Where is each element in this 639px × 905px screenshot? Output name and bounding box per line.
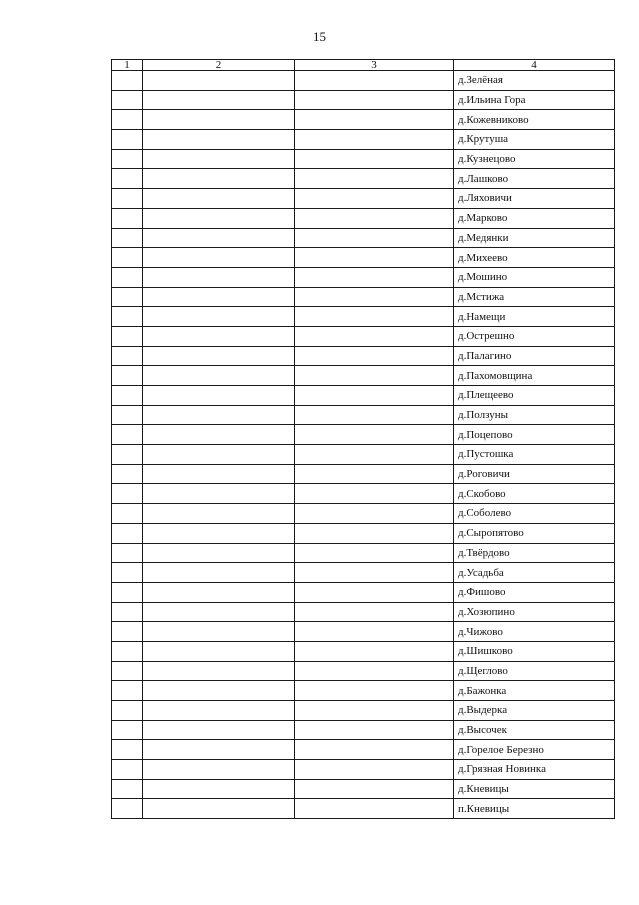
page-number: 15 bbox=[313, 29, 326, 44]
table-cell-col1 bbox=[112, 484, 143, 504]
table-cell-col3 bbox=[295, 464, 454, 484]
table-cell-col4: д.Мстижа bbox=[454, 287, 615, 307]
table-row bbox=[112, 760, 615, 780]
table-row bbox=[112, 740, 615, 760]
table-cell-col4: д.Медянки bbox=[454, 228, 615, 248]
table-cell-col2 bbox=[143, 504, 295, 524]
table-cell-col4: д.Плещеево bbox=[454, 386, 615, 406]
table-cell-col1 bbox=[112, 189, 143, 209]
column-header-2: 2 bbox=[143, 60, 295, 71]
table-cell-col2 bbox=[143, 681, 295, 701]
header-row bbox=[112, 60, 615, 71]
settlements-table bbox=[111, 59, 615, 819]
table-cell-col2 bbox=[143, 149, 295, 169]
table-row bbox=[112, 208, 615, 228]
table-cell-col4: д.Ползуны bbox=[454, 405, 615, 425]
table-cell-col2 bbox=[143, 425, 295, 445]
table-row bbox=[112, 445, 615, 465]
table-cell-col1 bbox=[112, 779, 143, 799]
column-header-1: 1 bbox=[112, 60, 143, 71]
table-cell-col2 bbox=[143, 543, 295, 563]
table-cell-col3 bbox=[295, 641, 454, 661]
table-cell-col2 bbox=[143, 484, 295, 504]
table-cell-col3 bbox=[295, 405, 454, 425]
table-row bbox=[112, 425, 615, 445]
table-cell-col2 bbox=[143, 622, 295, 642]
table-cell-col1 bbox=[112, 582, 143, 602]
table-cell-col3 bbox=[295, 779, 454, 799]
table-cell-col4: д.Высочек bbox=[454, 720, 615, 740]
table-cell-col3 bbox=[295, 720, 454, 740]
table-row bbox=[112, 405, 615, 425]
table-row bbox=[112, 169, 615, 189]
table-row bbox=[112, 248, 615, 268]
table-cell-col2 bbox=[143, 130, 295, 150]
table-cell-col3 bbox=[295, 445, 454, 465]
table-row bbox=[112, 464, 615, 484]
table-row bbox=[112, 386, 615, 406]
table-row bbox=[112, 307, 615, 327]
table-cell-col3 bbox=[295, 543, 454, 563]
table-cell-col3 bbox=[295, 248, 454, 268]
table-cell-col4: д.Марково bbox=[454, 208, 615, 228]
table-cell-col2 bbox=[143, 582, 295, 602]
table-row bbox=[112, 90, 615, 110]
table-cell-col3 bbox=[295, 208, 454, 228]
table-cell-col2 bbox=[143, 661, 295, 681]
table-cell-col2 bbox=[143, 641, 295, 661]
table-cell-col2 bbox=[143, 779, 295, 799]
table-cell-col2 bbox=[143, 346, 295, 366]
table-cell-col1 bbox=[112, 523, 143, 543]
table-cell-col2 bbox=[143, 326, 295, 346]
table-cell-col2 bbox=[143, 523, 295, 543]
table-cell-col3 bbox=[295, 799, 454, 819]
table-cell-col3 bbox=[295, 701, 454, 721]
table-row bbox=[112, 267, 615, 287]
table-cell-col3 bbox=[295, 267, 454, 287]
table-cell-col3 bbox=[295, 681, 454, 701]
table-row bbox=[112, 602, 615, 622]
table-row bbox=[112, 543, 615, 563]
table-row bbox=[112, 71, 615, 91]
table-row bbox=[112, 326, 615, 346]
table-cell-col3 bbox=[295, 504, 454, 524]
table-cell-col4: д.Сыропятово bbox=[454, 523, 615, 543]
table-cell-col4: д.Палагино bbox=[454, 346, 615, 366]
table-cell-col3 bbox=[295, 563, 454, 583]
table-cell-col2 bbox=[143, 189, 295, 209]
table-cell-col1 bbox=[112, 543, 143, 563]
table-cell-col1 bbox=[112, 425, 143, 445]
table-cell-col3 bbox=[295, 582, 454, 602]
table-cell-col4: д.Скобово bbox=[454, 484, 615, 504]
table-cell-col2 bbox=[143, 602, 295, 622]
table-cell-col2 bbox=[143, 71, 295, 91]
column-header-3: 3 bbox=[295, 60, 454, 71]
table-row bbox=[112, 661, 615, 681]
table-cell-col1 bbox=[112, 149, 143, 169]
table-cell-col2 bbox=[143, 307, 295, 327]
table-cell-col1 bbox=[112, 267, 143, 287]
table-cell-col1 bbox=[112, 622, 143, 642]
table-row bbox=[112, 563, 615, 583]
table-cell-col2 bbox=[143, 267, 295, 287]
table-cell-col4: д.Пахомовщина bbox=[454, 366, 615, 386]
table-cell-col3 bbox=[295, 622, 454, 642]
table-cell-col2 bbox=[143, 701, 295, 721]
table-cell-col2 bbox=[143, 799, 295, 819]
table-row bbox=[112, 799, 615, 819]
table-cell-col2 bbox=[143, 90, 295, 110]
table-row bbox=[112, 346, 615, 366]
table-row bbox=[112, 523, 615, 543]
table-cell-col2 bbox=[143, 740, 295, 760]
table-cell-col4: д.Фишово bbox=[454, 582, 615, 602]
table-cell-col4: д.Выдерка bbox=[454, 701, 615, 721]
table-cell-col4: д.Чижово bbox=[454, 622, 615, 642]
table-cell-col2 bbox=[143, 563, 295, 583]
table-cell-col3 bbox=[295, 386, 454, 406]
table-cell-col4: д.Бажонка bbox=[454, 681, 615, 701]
table-row bbox=[112, 484, 615, 504]
table-cell-col4: д.Пустошка bbox=[454, 445, 615, 465]
table-cell-col1 bbox=[112, 641, 143, 661]
table-body bbox=[112, 71, 615, 819]
table-cell-col1 bbox=[112, 169, 143, 189]
table-row bbox=[112, 366, 615, 386]
table-cell-col3 bbox=[295, 366, 454, 386]
table-cell-col1 bbox=[112, 405, 143, 425]
table-cell-col3 bbox=[295, 149, 454, 169]
table-cell-col1 bbox=[112, 346, 143, 366]
table-row bbox=[112, 641, 615, 661]
table-cell-col4: д.Поцепово bbox=[454, 425, 615, 445]
table-cell-col4: п.Кневицы bbox=[454, 799, 615, 819]
table-cell-col1 bbox=[112, 130, 143, 150]
table-cell-col2 bbox=[143, 169, 295, 189]
table-cell-col4: д.Кожевниково bbox=[454, 110, 615, 130]
table-cell-col3 bbox=[295, 602, 454, 622]
table-cell-col1 bbox=[112, 71, 143, 91]
table-cell-col2 bbox=[143, 445, 295, 465]
table-row bbox=[112, 622, 615, 642]
table-cell-col3 bbox=[295, 287, 454, 307]
table-cell-col3 bbox=[295, 523, 454, 543]
table-cell-col4: д.Твёрдово bbox=[454, 543, 615, 563]
table-cell-col1 bbox=[112, 386, 143, 406]
table-cell-col1 bbox=[112, 602, 143, 622]
table-cell-col3 bbox=[295, 90, 454, 110]
table-cell-col1 bbox=[112, 760, 143, 780]
table-cell-col4: д.Щеглово bbox=[454, 661, 615, 681]
table-cell-col1 bbox=[112, 504, 143, 524]
table-cell-col3 bbox=[295, 228, 454, 248]
table-row bbox=[112, 582, 615, 602]
table-row bbox=[112, 149, 615, 169]
table-cell-col1 bbox=[112, 701, 143, 721]
table-cell-col4: д.Горелое Березно bbox=[454, 740, 615, 760]
table-cell-col1 bbox=[112, 208, 143, 228]
table-cell-col3 bbox=[295, 169, 454, 189]
table-cell-col4: д.Кневицы bbox=[454, 779, 615, 799]
table-cell-col3 bbox=[295, 740, 454, 760]
table-cell-col2 bbox=[143, 720, 295, 740]
table-cell-col3 bbox=[295, 346, 454, 366]
table-cell-col3 bbox=[295, 484, 454, 504]
table-cell-col4: д.Зелёная bbox=[454, 71, 615, 91]
table-cell-col1 bbox=[112, 799, 143, 819]
table-row bbox=[112, 779, 615, 799]
table-cell-col4: д.Лашково bbox=[454, 169, 615, 189]
table-row bbox=[112, 228, 615, 248]
table-cell-col1 bbox=[112, 366, 143, 386]
table-cell-col1 bbox=[112, 90, 143, 110]
table-cell-col4: д.Хозюпино bbox=[454, 602, 615, 622]
table-row bbox=[112, 504, 615, 524]
table-cell-col4: д.Кузнецово bbox=[454, 149, 615, 169]
table-row bbox=[112, 720, 615, 740]
table-cell-col1 bbox=[112, 228, 143, 248]
table-cell-col2 bbox=[143, 248, 295, 268]
table-cell-col4: д.Ильина Гора bbox=[454, 90, 615, 110]
table-cell-col3 bbox=[295, 425, 454, 445]
table-cell-col3 bbox=[295, 71, 454, 91]
table-cell-col1 bbox=[112, 307, 143, 327]
table-cell-col4: д.Роговичи bbox=[454, 464, 615, 484]
table-cell-col1 bbox=[112, 661, 143, 681]
table-cell-col4: д.Михеево bbox=[454, 248, 615, 268]
table-cell-col2 bbox=[143, 110, 295, 130]
table-cell-col2 bbox=[143, 405, 295, 425]
table-cell-col2 bbox=[143, 366, 295, 386]
table-cell-col4: д.Острешно bbox=[454, 326, 615, 346]
table-cell-col2 bbox=[143, 287, 295, 307]
table-cell-col2 bbox=[143, 228, 295, 248]
table-cell-col1 bbox=[112, 740, 143, 760]
table-cell-col4: д.Усадьба bbox=[454, 563, 615, 583]
table-cell-col4: д.Крутуша bbox=[454, 130, 615, 150]
table-cell-col3 bbox=[295, 130, 454, 150]
table-row bbox=[112, 701, 615, 721]
column-header-4: 4 bbox=[454, 60, 615, 71]
table-cell-col1 bbox=[112, 445, 143, 465]
table-cell-col1 bbox=[112, 326, 143, 346]
table-cell-col4: д.Шишково bbox=[454, 641, 615, 661]
table-cell-col3 bbox=[295, 326, 454, 346]
table-row bbox=[112, 287, 615, 307]
table-cell-col1 bbox=[112, 464, 143, 484]
table-cell-col3 bbox=[295, 110, 454, 130]
table-cell-col3 bbox=[295, 760, 454, 780]
table-cell-col3 bbox=[295, 661, 454, 681]
table-cell-col1 bbox=[112, 681, 143, 701]
table-cell-col1 bbox=[112, 720, 143, 740]
table-cell-col4: д.Ляховичи bbox=[454, 189, 615, 209]
table-cell-col2 bbox=[143, 208, 295, 228]
table-row bbox=[112, 681, 615, 701]
table-cell-col4: д.Намещи bbox=[454, 307, 615, 327]
table-row bbox=[112, 189, 615, 209]
table-cell-col4: д.Мошино bbox=[454, 267, 615, 287]
table-cell-col1 bbox=[112, 110, 143, 130]
table-cell-col4: д.Соболево bbox=[454, 504, 615, 524]
table-cell-col1 bbox=[112, 248, 143, 268]
table-row bbox=[112, 130, 615, 150]
table-cell-col1 bbox=[112, 287, 143, 307]
table-cell-col3 bbox=[295, 189, 454, 209]
table-cell-col3 bbox=[295, 307, 454, 327]
table-cell-col1 bbox=[112, 563, 143, 583]
table-row bbox=[112, 110, 615, 130]
table-cell-col2 bbox=[143, 760, 295, 780]
table-cell-col2 bbox=[143, 386, 295, 406]
table-cell-col4: д.Грязная Новинка bbox=[454, 760, 615, 780]
table-cell-col2 bbox=[143, 464, 295, 484]
